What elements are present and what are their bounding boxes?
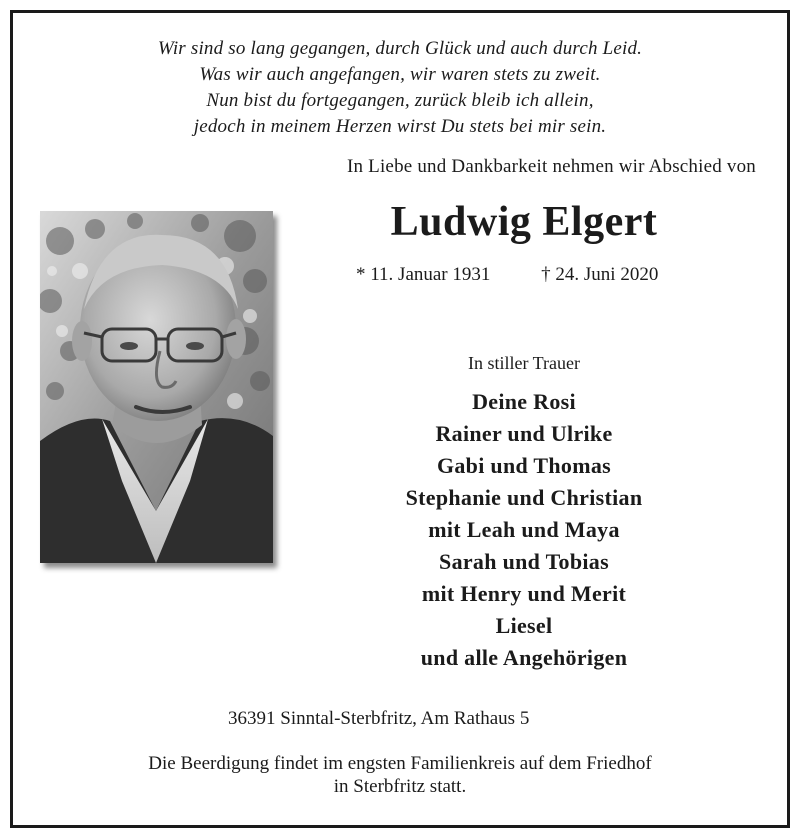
poem-line: Wir sind so lang gegangen, durch Glück und auch durch Leid. xyxy=(157,38,643,59)
address: 36391 Sinntal-Sterbfritz, Am Rathaus 5 xyxy=(228,708,530,729)
life-dates xyxy=(356,264,658,286)
poem-line: Was wir auch angefangen, wir waren stets zu zweit. xyxy=(199,64,601,85)
poem xyxy=(0,36,800,140)
poem-line: jedoch in meinem Herzen wirst Du stets bei mir sein. xyxy=(193,116,607,137)
birth-date: * 11. Januar 1931 xyxy=(356,264,491,285)
mourner-name: Rainer und Ulrike xyxy=(435,421,613,446)
mourners-list xyxy=(296,386,752,674)
poem-line: Nun bist du fortgegangen, zurück bleib ich allein, xyxy=(206,90,594,111)
funeral-note xyxy=(0,752,800,798)
mourner-name: Sarah und Tobias xyxy=(439,549,609,574)
farewell-intro: In Liebe und Dankbarkeit nehmen wir Abschied von xyxy=(346,156,756,177)
funeral-note-line: in Sterbfritz statt. xyxy=(333,776,467,797)
mourning-label: In stiller Trauer xyxy=(468,353,580,373)
portrait-photo xyxy=(40,211,273,563)
mourner-name: Stephanie und Christian xyxy=(405,485,643,510)
mourner-name: mit Henry und Merit xyxy=(421,581,627,606)
mourner-name: Deine Rosi xyxy=(472,389,576,414)
mourner-name: mit Leah und Maya xyxy=(428,517,620,542)
deceased-name: Ludwig Elgert xyxy=(390,199,658,245)
mourner-name: Liesel xyxy=(495,613,553,638)
mourner-name: Gabi und Thomas xyxy=(436,453,612,478)
mourner-name: und alle Angehörigen xyxy=(420,645,628,670)
death-date: † 24. Juni 2020 xyxy=(541,264,659,285)
funeral-note-line: Die Beerdigung findet im engsten Familienkreis auf dem Friedhof xyxy=(148,753,652,774)
